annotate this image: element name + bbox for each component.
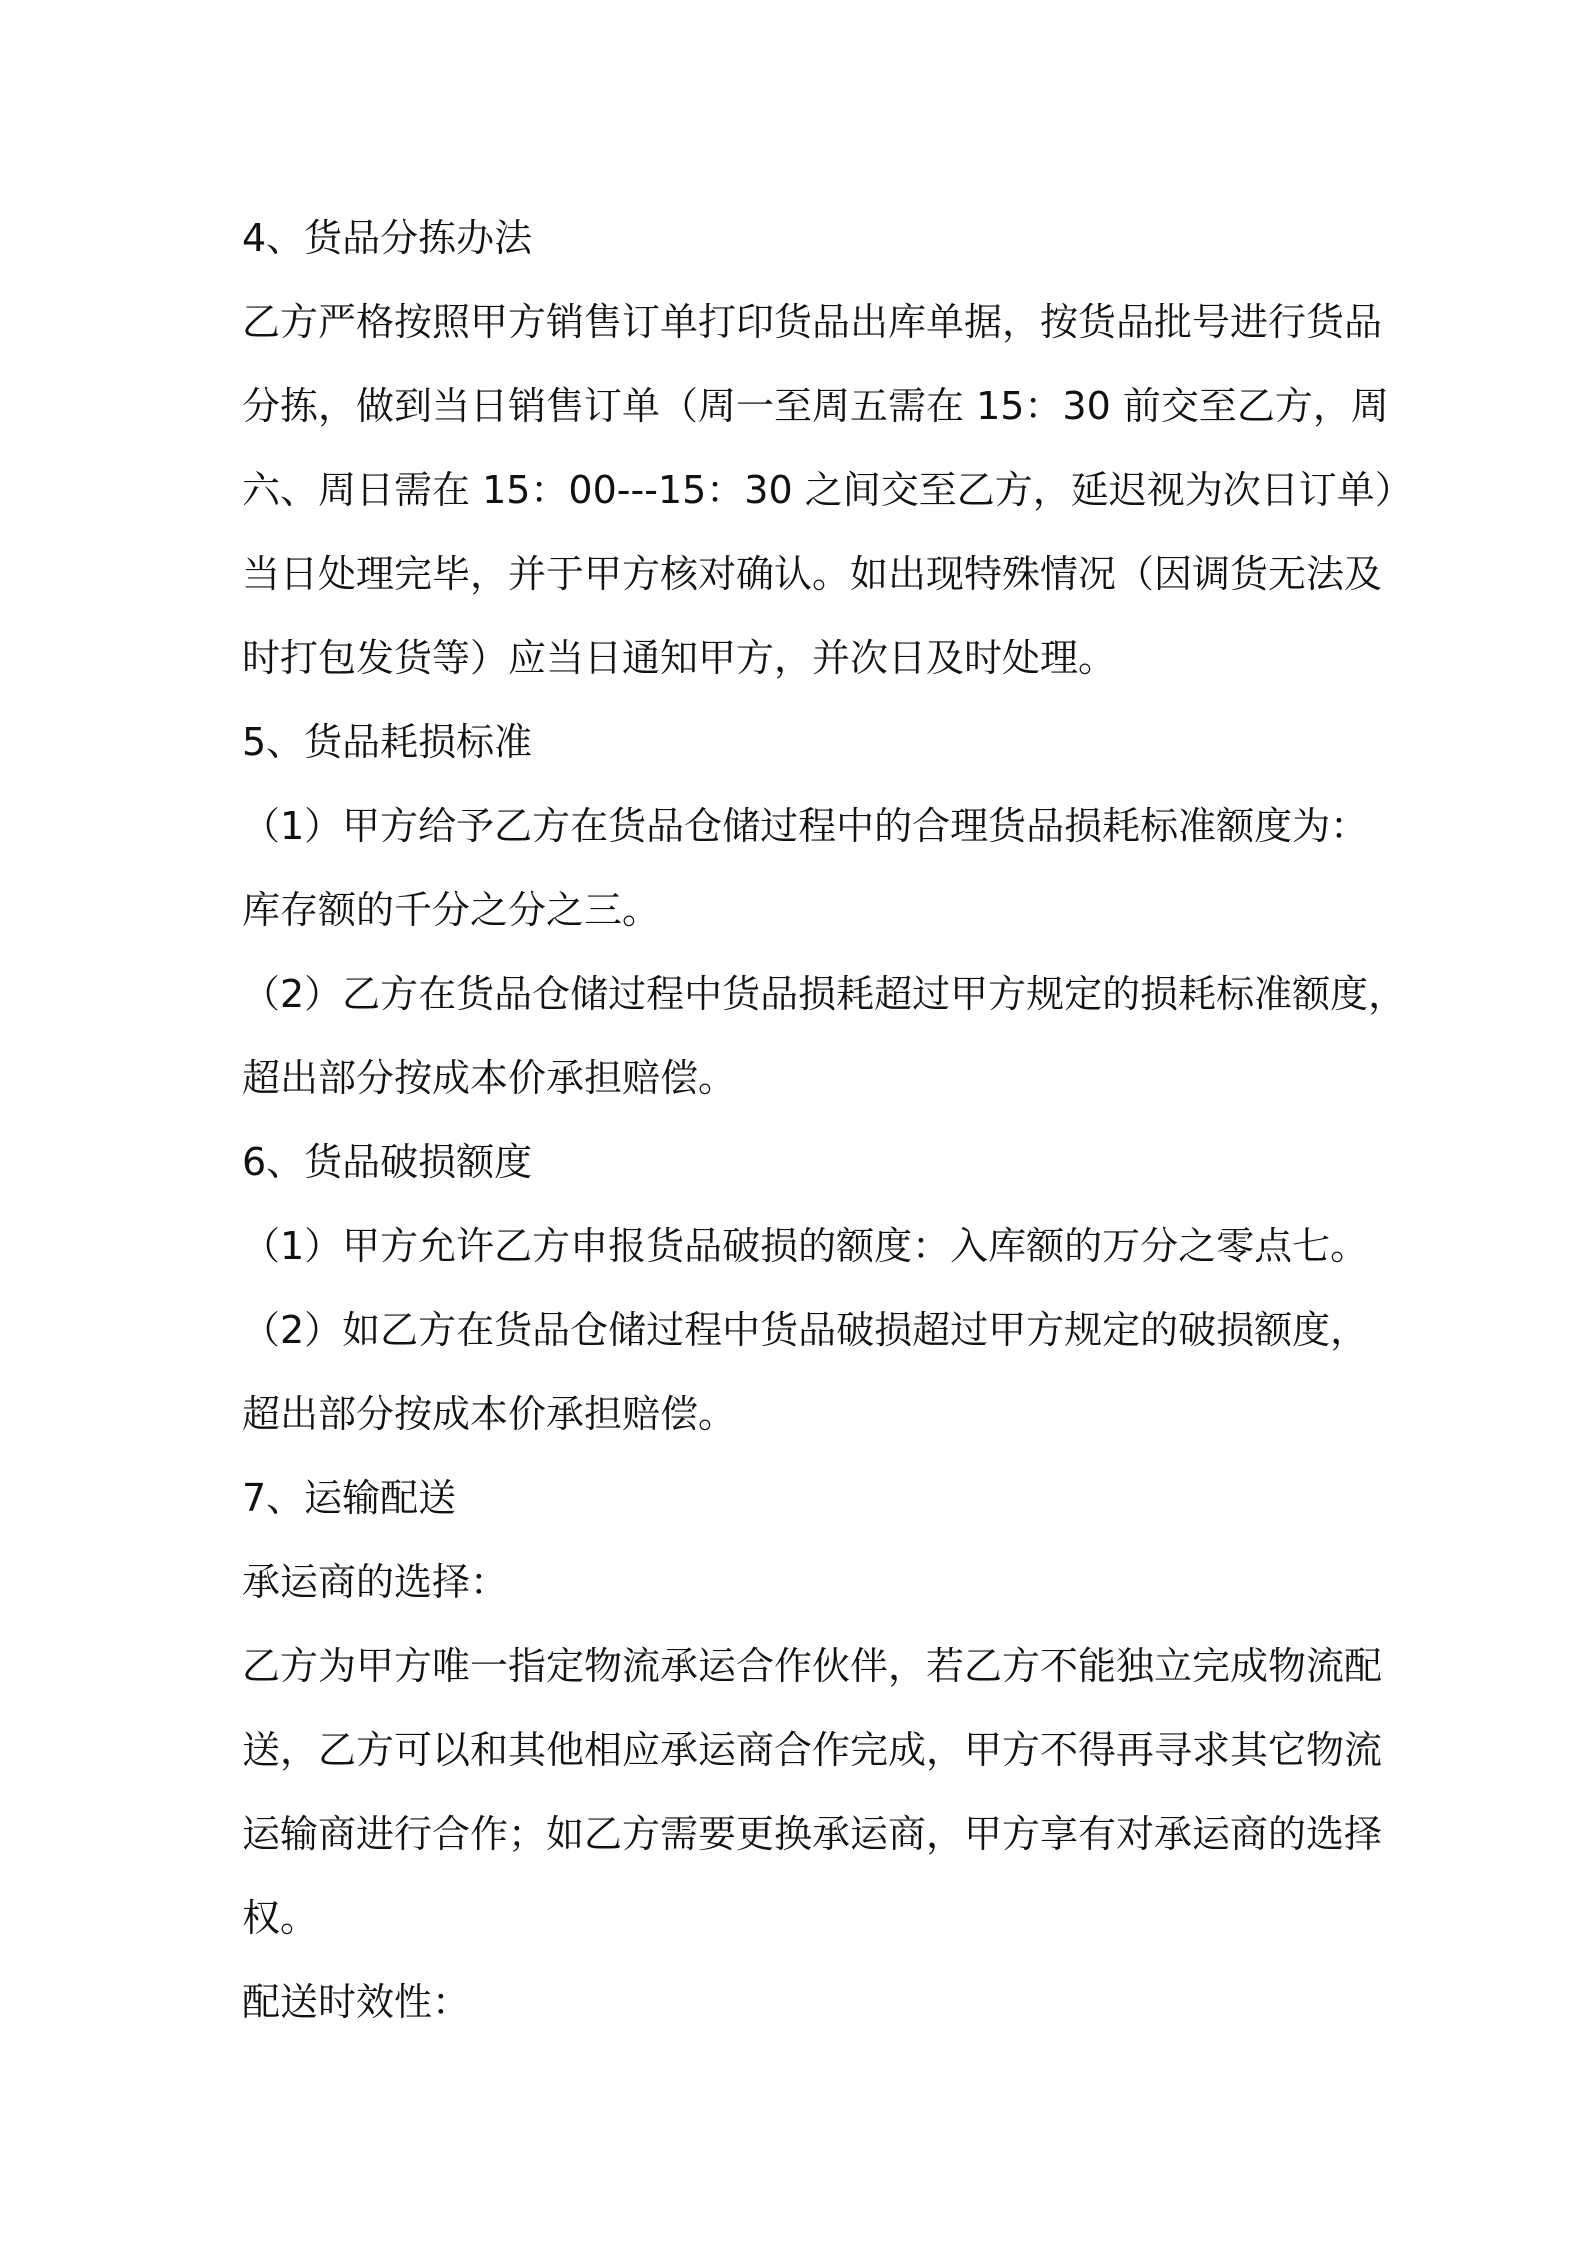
paragraph-line: （2）如乙方在货品仓储过程中货品破损超过甲方规定的破损额度， [242,1308,1369,1352]
paragraph-line: 超出部分按成本价承担赔偿。 [242,1392,737,1436]
paragraph-line: 运输商进行合作；如乙方需要更换承运商，甲方享有对承运商的选择 [242,1812,1383,1856]
paragraph-line: 超出部分按成本价承担赔偿。 [242,1056,737,1100]
paragraph-line: 乙方为甲方唯一指定物流承运合作伙伴，若乙方不能独立完成物流配 [242,1644,1383,1688]
paragraph-line: （1）甲方给予乙方在货品仓储过程中的合理货品损耗标准额度为： [242,804,1369,848]
subheading-carrier-selection: 承运商的选择： [242,1560,509,1604]
paragraph-line: （2）乙方在货品仓储过程中货品损耗超过甲方规定的损耗标准额度， [242,972,1407,1016]
paragraph-line: 权。 [242,1896,319,1940]
heading-damage-quota: 6、货品破损额度 [242,1140,533,1184]
paragraph-line: 分拣，做到当日销售订单（周一至周五需在 15：30 前交至乙方，周 [242,384,1389,428]
paragraph-line: 送，乙方可以和其他相应承运商合作完成，甲方不得再寻求其它物流 [242,1728,1383,1772]
paragraph-line: 当日处理完毕，并于甲方核对确认。如出现特殊情况（因调货无法及 [242,552,1383,596]
subheading-delivery-timeliness: 配送时效性： [242,1980,471,2024]
paragraph-line: （1）甲方允许乙方申报货品破损的额度：入库额的万分之零点七。 [242,1224,1369,1268]
paragraph-line: 乙方严格按照甲方销售订单打印货品出库单据，按货品批号进行货品 [242,300,1383,344]
paragraph-line: 时打包发货等）应当日通知甲方，并次日及时处理。 [242,636,1117,680]
document-body [242,196,1413,2044]
paragraph-line: 六、周日需在 15：00---15：30 之间交至乙方，延迟视为次日订单） [242,468,1413,512]
heading-loss-standard: 5、货品耗损标准 [242,720,533,764]
paragraph-line: 库存额的千分之分之三。 [242,888,661,932]
heading-transport-delivery: 7、运输配送 [242,1476,457,1520]
heading-sorting-method: 4、货品分拣办法 [242,216,533,260]
